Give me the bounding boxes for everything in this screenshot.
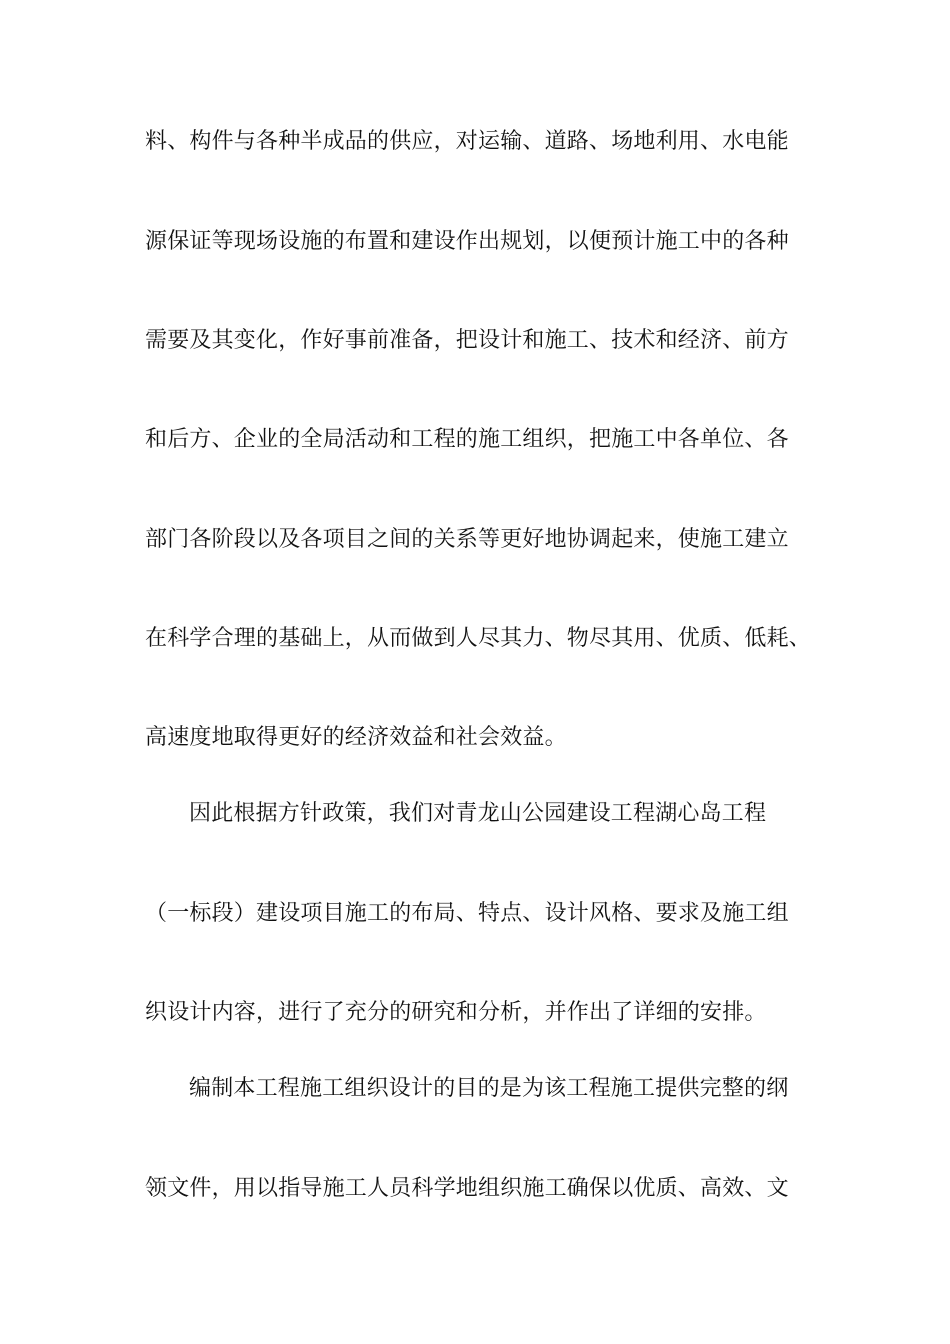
text-line: 部门各阶段以及各项目之间的关系等更好地协调起来，使施工建立	[145, 527, 789, 552]
text-line: 高速度地取得更好的经济效益和社会效益。	[145, 725, 567, 750]
paragraph-start-line: 编制本工程施工组织设计的目的是为该工程施工提供完整的纲	[189, 1076, 789, 1101]
paragraph-start-line: 因此根据方针政策，我们对青龙山公园建设工程湖心岛工程	[189, 801, 767, 826]
text-line: 需要及其变化，作好事前准备，把设计和施工、技术和经济、前方	[145, 328, 789, 353]
text-line: 源保证等现场设施的布置和建设作出规划，以便预计施工中的各种	[145, 229, 789, 254]
text-line: 在科学合理的基础上，从而做到人尽其力、物尽其用、优质、低耗、	[145, 626, 812, 651]
text-line: 领文件，用以指导施工人员科学地组织施工确保以优质、高效、文	[145, 1176, 789, 1201]
text-line: 织设计内容，进行了充分的研究和分析，并作出了详细的安排。	[145, 1000, 767, 1025]
text-line: 料、构件与各种半成品的供应，对运输、道路、场地利用、水电能	[145, 129, 789, 154]
text-line: （一标段）建设项目施工的布局、特点、设计风格、要求及施工组	[145, 901, 789, 926]
text-line: 和后方、企业的全局活动和工程的施工组织，把施工中各单位、各	[145, 427, 789, 452]
